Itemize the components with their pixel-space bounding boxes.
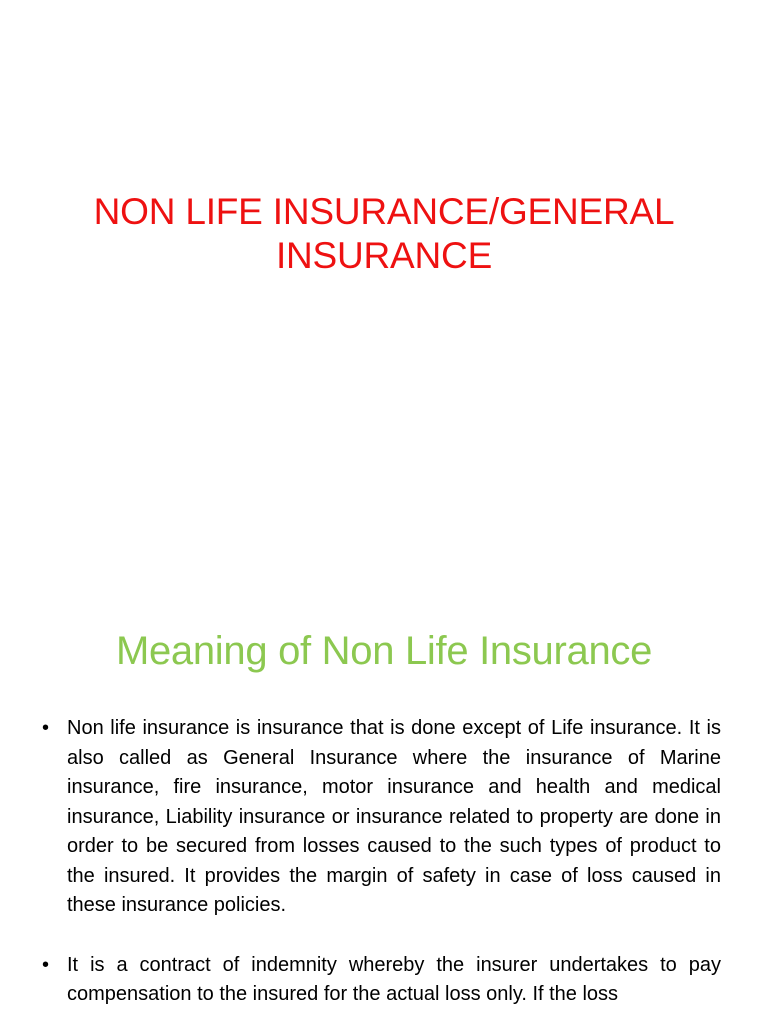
bullet-item bbox=[40, 951, 721, 1010]
bullet-list bbox=[40, 714, 721, 1024]
slide-2-title: Meaning of Non Life Insurance bbox=[115, 629, 653, 673]
bullet-item bbox=[40, 714, 721, 921]
slide-1-title: NON LIFE INSURANCE/GENERAL INSURANCE bbox=[93, 191, 675, 276]
bullet-text: Non life insurance is insurance that is done except of Life insurance. It is also called as General Insurance where the insurance of Marine insurance, fire insurance, motor insurance and health and medical insurance, Liability insurance or insurance related to property are done in order to be secured from losses caused to the such types of product to the insured. It provides the margin of safety in case of loss caused in these insurance policies. bbox=[67, 717, 721, 916]
bullet-dot-icon: • bbox=[42, 953, 50, 976]
bullet-dot-icon: • bbox=[42, 717, 50, 739]
bullet-text: It is a contract of indemnity whereby the insurer undertakes to pay compensation to the insured for the actual loss only. If the loss bbox=[67, 953, 721, 1005]
slide-2 bbox=[0, 576, 768, 1024]
